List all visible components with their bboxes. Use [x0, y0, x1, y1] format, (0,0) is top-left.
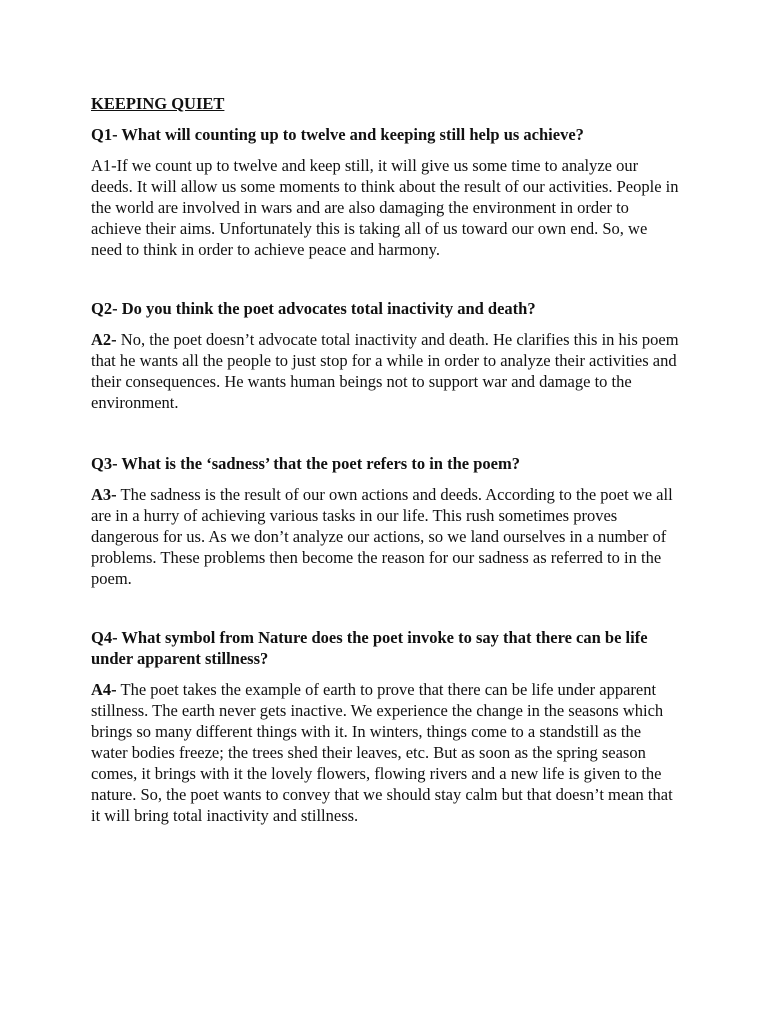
answer-1-tag: A1- — [91, 156, 117, 175]
answer-2 — [91, 329, 681, 413]
answer-4-text: The poet takes the example of earth to prove that there can be life under apparent stillness. The earth never gets inactive. We experience the change in the seasons which brings so many different things with it. In winters, things come to a standstill as the water bodies freeze; the trees shed their leaves, etc. But as soon as the spring season comes, it brings with it the lovely flowers, flowing rivers and a new life is given to the nature. So, the poet wants to convey that we should stay calm but that doesn’t mean that it will bring total inactivity and stillness. — [91, 680, 673, 825]
answer-3-tag: A3- — [91, 485, 117, 504]
answer-2-tag: A2- — [91, 330, 117, 349]
question-3: Q3- What is the ‘sadness’ that the poet refers to in the poem? — [91, 454, 520, 473]
answer-2-text: No, the poet doesn’t advocate total inactivity and death. He clarifies this in his poem that he wants all the people to just stop for a while in order to analyze their activities and their consequences. He wants human beings not to support war and damage to the environment. — [91, 330, 679, 412]
answer-3 — [91, 484, 681, 589]
answer-1-text: If we count up to twelve and keep still, it will give us some time to analyze our deeds. It will allow us some moments to think about the result of our activities. People in the world are involved in wars and are also damaging the environment in order to achieve their aims. Unfortunately this is taking all of us toward our own end. So, we need to think in order to achieve peace and harmony. — [91, 156, 679, 259]
answer-3-text: The sadness is the result of our own actions and deeds. According to the poet we all are in a hurry of achieving various tasks in our life. This rush sometimes proves dangerous for us. As we don’t analyze our actions, so we land ourselves in a number of problems. These problems then become the reason for our sadness as referred to in the poem. — [91, 485, 673, 588]
question-1: Q1- What will counting up to twelve and keeping still help us achieve? — [91, 125, 584, 144]
answer-4-tag: A4- — [91, 680, 117, 699]
answer-1 — [91, 155, 681, 260]
question-4: Q4- What symbol from Nature does the poet invoke to say that there can be life under apparent stillness? — [91, 628, 648, 668]
answer-4 — [91, 679, 681, 826]
document-title: KEEPING QUIET — [91, 94, 225, 113]
question-2: Q2- Do you think the poet advocates total inactivity and death? — [91, 299, 536, 318]
